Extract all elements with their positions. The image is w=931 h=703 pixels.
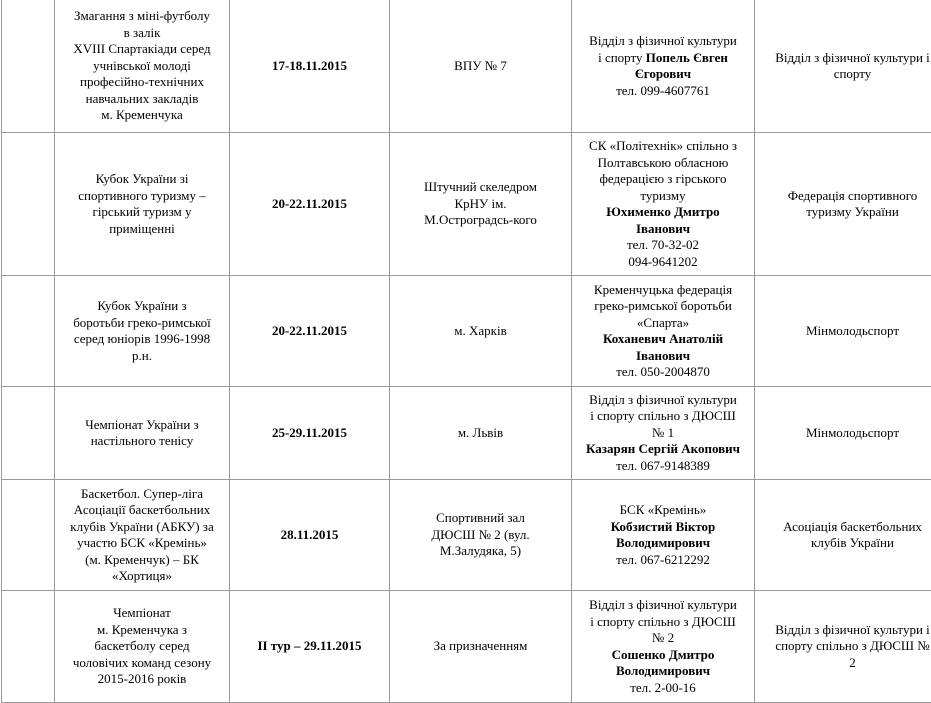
event-title-line: Чемпіонат України з bbox=[59, 417, 225, 434]
event-date-cell: 20-22.11.2015 bbox=[230, 276, 390, 387]
event-title-cell bbox=[55, 133, 230, 276]
organizer-cell bbox=[572, 0, 755, 133]
event-title-line: приміщенні bbox=[59, 221, 225, 238]
event-title-line: боротьби греко-римської bbox=[59, 315, 225, 332]
event-place-cell bbox=[390, 387, 572, 480]
organizer-line: БСК «Кремінь» bbox=[576, 502, 750, 519]
event-place-line: м. Харків bbox=[394, 323, 567, 340]
organizer-cell bbox=[572, 276, 755, 387]
contact-phone-line: тел. 099-4607761 bbox=[576, 83, 750, 100]
table-row bbox=[2, 480, 931, 591]
table-row bbox=[2, 387, 931, 480]
responsible-cell bbox=[755, 480, 931, 591]
table-row bbox=[2, 0, 931, 133]
event-place-line: м. Львів bbox=[394, 425, 567, 442]
organizer-line: Відділ з фізичної культури bbox=[576, 597, 750, 614]
events-table bbox=[1, 0, 931, 703]
contact-phone-line: тел. 067-9148389 bbox=[576, 458, 750, 475]
organizer-line: федерацією з гірського bbox=[576, 171, 750, 188]
event-place-line: За призначенням bbox=[394, 638, 567, 655]
responsible-line: Мінмолодьспорт bbox=[759, 425, 931, 442]
event-place-cell bbox=[390, 133, 572, 276]
organizer-line: і спорту спільно з ДЮСШ bbox=[576, 614, 750, 631]
event-place-line: ДЮСШ № 2 (вул. bbox=[394, 527, 567, 544]
contact-phone-line: тел. 2-00-16 bbox=[576, 680, 750, 697]
event-place-line: КрНУ ім. bbox=[394, 196, 567, 213]
event-title-cell bbox=[55, 591, 230, 703]
event-title-line: (м. Кременчук) – БК bbox=[59, 552, 225, 569]
organizer-line: Відділ з фізичної культури bbox=[576, 33, 750, 50]
responsible-cell bbox=[755, 133, 931, 276]
event-title-line: участю БСК «Кремінь» bbox=[59, 535, 225, 552]
event-place-cell bbox=[390, 0, 572, 133]
event-title-line: клубів України (АБКУ) за bbox=[59, 519, 225, 536]
contact-person-line: Іванович bbox=[576, 221, 750, 238]
responsible-line: Асоціація баскетбольних bbox=[759, 519, 931, 536]
event-date-cell: 17-18.11.2015 bbox=[230, 0, 390, 133]
contact-person-line: Кобзистий Віктор bbox=[576, 519, 750, 536]
responsible-cell bbox=[755, 591, 931, 703]
contact-person-line: Юхименко Дмитро bbox=[576, 204, 750, 221]
event-title-line: «Хортиця» bbox=[59, 568, 225, 585]
event-title-line: Змагання з міні-футболу bbox=[59, 8, 225, 25]
event-place-line: Штучний скеледром bbox=[394, 179, 567, 196]
organizer-line: греко-римської боротьби bbox=[576, 298, 750, 315]
contact-person-line: Володимирович bbox=[576, 663, 750, 680]
responsible-line: клубів України bbox=[759, 535, 931, 552]
responsible-line: туризму України bbox=[759, 204, 931, 221]
event-title-cell bbox=[55, 276, 230, 387]
contact-person-line: Єгорович bbox=[576, 66, 750, 83]
event-title-line: гірський туризм у bbox=[59, 204, 225, 221]
organizer-line: і спорту спільно з ДЮСШ bbox=[576, 408, 750, 425]
contact-person-line: Казарян Сергій Акопович bbox=[576, 441, 750, 458]
event-place-line: М.Остроградсь-кого bbox=[394, 212, 567, 229]
event-date-cell: II тур – 29.11.2015 bbox=[230, 591, 390, 703]
contact-phone-line: тел. 050-2004870 bbox=[576, 364, 750, 381]
organizer-line: № 2 bbox=[576, 630, 750, 647]
organizer-cell bbox=[572, 387, 755, 480]
event-title-line: Кубок України зі bbox=[59, 171, 225, 188]
organizer-line: Полтавською обласною bbox=[576, 155, 750, 172]
organizer-line: СК «Політехнік» спільно з bbox=[576, 138, 750, 155]
event-place-cell bbox=[390, 480, 572, 591]
event-title-line: Асоціації баскетбольних bbox=[59, 502, 225, 519]
organizer-line: Відділ з фізичної культури bbox=[576, 392, 750, 409]
contact-phone-line: тел. 067-6212292 bbox=[576, 552, 750, 569]
event-title-line: м. Кременчука bbox=[59, 107, 225, 124]
event-title-line: серед юніорів 1996-1998 bbox=[59, 331, 225, 348]
event-title-line: Баскетбол. Супер-ліга bbox=[59, 486, 225, 503]
event-title-line: XVIII Спартакіади серед bbox=[59, 41, 225, 58]
table-row bbox=[2, 591, 931, 703]
event-title-line: навчальних закладів bbox=[59, 91, 225, 108]
organizer-line: «Спарта» bbox=[576, 315, 750, 332]
organizer-cell bbox=[572, 591, 755, 703]
event-title-line: Кубок України з bbox=[59, 298, 225, 315]
number-cell bbox=[2, 0, 55, 133]
responsible-line: 2 bbox=[759, 655, 931, 672]
responsible-line: Відділ з фізичної культури і спорту bbox=[759, 50, 931, 83]
contact-person-line: Володимирович bbox=[576, 535, 750, 552]
event-date-cell: 25-29.11.2015 bbox=[230, 387, 390, 480]
event-title-line: чоловічих команд сезону bbox=[59, 655, 225, 672]
event-place-line: ВПУ № 7 bbox=[394, 58, 567, 75]
event-title-line: в залік bbox=[59, 25, 225, 42]
event-title-line: учнівської молоді bbox=[59, 58, 225, 75]
responsible-cell bbox=[755, 0, 931, 133]
number-cell bbox=[2, 276, 55, 387]
number-cell bbox=[2, 387, 55, 480]
responsible-line: спорту спільно з ДЮСШ № bbox=[759, 638, 931, 655]
contact-person-line: Коханевич Анатолій bbox=[576, 331, 750, 348]
table-row bbox=[2, 133, 931, 276]
event-title-line: настільного тенісу bbox=[59, 433, 225, 450]
organizer-line: Кременчуцька федерація bbox=[576, 282, 750, 299]
responsible-cell bbox=[755, 276, 931, 387]
organizer-line: туризму bbox=[576, 188, 750, 205]
number-cell bbox=[2, 480, 55, 591]
contact-person-name: Попель Євген bbox=[646, 50, 728, 65]
event-place-cell bbox=[390, 276, 572, 387]
organizer-prefix: і спорту bbox=[598, 50, 646, 65]
contact-phone-line: тел. 70-32-02 bbox=[576, 237, 750, 254]
event-title-line: м. Кременчука з bbox=[59, 622, 225, 639]
event-title-cell bbox=[55, 0, 230, 133]
event-title-line: спортивного туризму – bbox=[59, 188, 225, 205]
contact-person-line: Іванович bbox=[576, 348, 750, 365]
contact-phone-line: 094-9641202 bbox=[576, 254, 750, 271]
event-place-line: М.Залудяка, 5) bbox=[394, 543, 567, 560]
organizer-mixed-line bbox=[576, 50, 750, 67]
events-table-body bbox=[2, 0, 931, 703]
table-row bbox=[2, 276, 931, 387]
event-place-cell bbox=[390, 591, 572, 703]
responsible-line: Відділ з фізичної культури і bbox=[759, 622, 931, 639]
event-title-cell bbox=[55, 480, 230, 591]
number-cell bbox=[2, 591, 55, 703]
number-cell bbox=[2, 133, 55, 276]
organizer-cell bbox=[572, 480, 755, 591]
event-title-line: Чемпіонат bbox=[59, 605, 225, 622]
responsible-line: Федерація спортивного bbox=[759, 188, 931, 205]
organizer-line: № 1 bbox=[576, 425, 750, 442]
contact-person-line: Сошенко Дмитро bbox=[576, 647, 750, 664]
event-title-line: 2015-2016 років bbox=[59, 671, 225, 688]
event-place-line: Спортивний зал bbox=[394, 510, 567, 527]
organizer-cell bbox=[572, 133, 755, 276]
responsible-line: Мінмолодьспорт bbox=[759, 323, 931, 340]
event-title-line: баскетболу серед bbox=[59, 638, 225, 655]
event-date-cell: 20-22.11.2015 bbox=[230, 133, 390, 276]
event-title-line: професійно-технічних bbox=[59, 74, 225, 91]
event-title-line: р.н. bbox=[59, 348, 225, 365]
event-title-cell bbox=[55, 387, 230, 480]
event-date-cell: 28.11.2015 bbox=[230, 480, 390, 591]
responsible-cell bbox=[755, 387, 931, 480]
